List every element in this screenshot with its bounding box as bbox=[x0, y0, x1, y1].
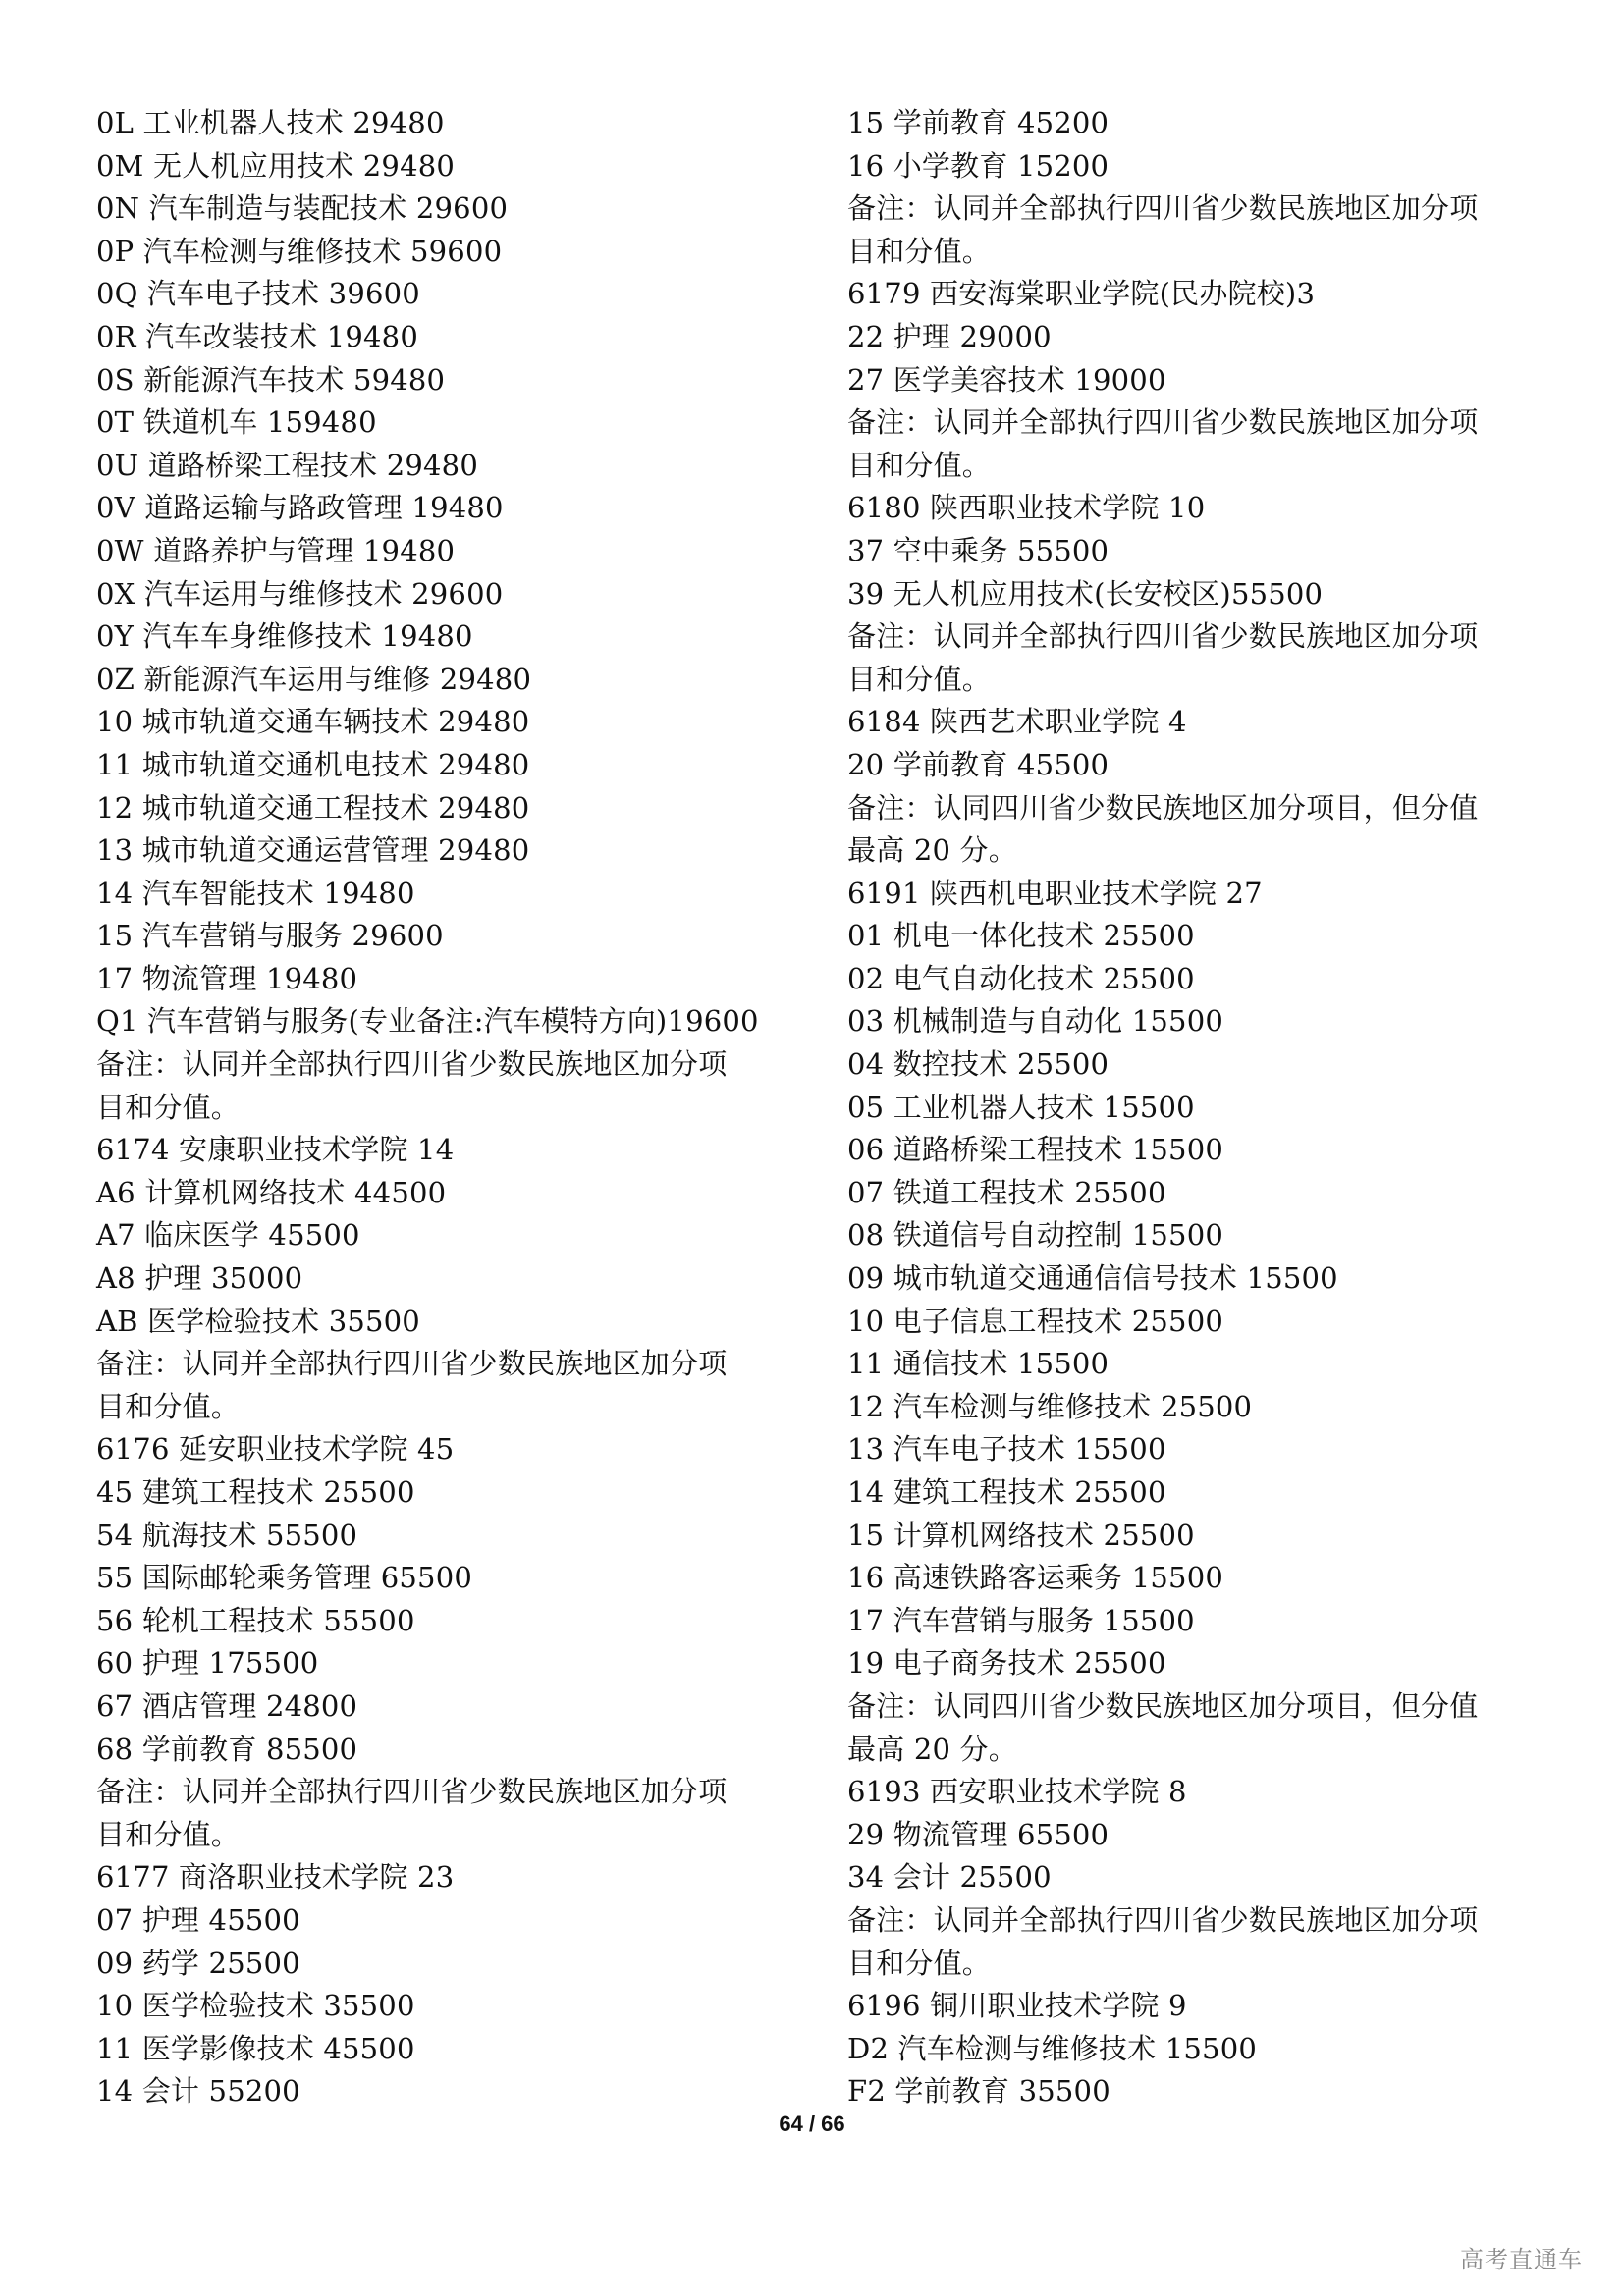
text-line: 06 道路桥梁工程技术 15500 bbox=[847, 1133, 1223, 1167]
text-line: 15 计算机网络技术 25500 bbox=[847, 1518, 1195, 1552]
text-line: 10 城市轨道交通车辆技术 29480 bbox=[96, 705, 530, 739]
text-line: 0M 无人机应用技术 29480 bbox=[96, 148, 456, 183]
text-line: 备注：认同并全部执行四川省少数民族地区加分项 bbox=[96, 1775, 728, 1809]
text-line: 0R 汽车改装技术 19480 bbox=[96, 319, 418, 353]
text-line: 16 小学教育 15200 bbox=[847, 148, 1110, 183]
text-line: 0U 道路桥梁工程技术 29480 bbox=[96, 448, 478, 482]
text-line: 0T 铁道机车 159480 bbox=[96, 405, 377, 440]
text-line: 13 汽车电子技术 15500 bbox=[847, 1432, 1166, 1467]
text-line: 6184 陕西艺术职业学院 4 bbox=[847, 705, 1187, 739]
text-line: 备注：认同并全部执行四川省少数民族地区加分项 bbox=[96, 1047, 728, 1082]
text-line: 0P 汽车检测与维修技术 59600 bbox=[96, 234, 503, 268]
text-line: 56 轮机工程技术 55500 bbox=[96, 1603, 415, 1637]
text-line: 备注：认同并全部执行四川省少数民族地区加分项 bbox=[847, 1902, 1479, 1937]
watermark-text: 高考直通车 bbox=[1460, 2246, 1583, 2273]
text-line: AB 医学检验技术 35500 bbox=[96, 1304, 420, 1338]
text-line: 10 电子信息工程技术 25500 bbox=[847, 1304, 1223, 1338]
text-line: 6191 陕西机电职业技术学院 27 bbox=[847, 876, 1263, 910]
text-line: 05 工业机器人技术 15500 bbox=[847, 1090, 1195, 1124]
text-line: D2 汽车检测与维修技术 15500 bbox=[847, 2031, 1257, 2065]
text-line: 16 高速铁路客运乘务 15500 bbox=[847, 1561, 1223, 1595]
text-line: 0N 汽车制造与装配技术 29600 bbox=[96, 191, 509, 226]
text-line: 54 航海技术 55500 bbox=[96, 1518, 358, 1552]
text-line: 6180 陕西职业技术学院 10 bbox=[847, 491, 1206, 525]
text-line: 14 会计 55200 bbox=[96, 2074, 300, 2109]
text-line: 目和分值。 bbox=[847, 234, 992, 268]
text-line: 17 汽车营销与服务 15500 bbox=[847, 1603, 1195, 1637]
text-line: 0L 工业机器人技术 29480 bbox=[96, 106, 445, 139]
text-line: 备注：认同并全部执行四川省少数民族地区加分项 bbox=[847, 405, 1479, 440]
text-line: 09 药学 25500 bbox=[96, 1946, 300, 1980]
text-line: 68 学前教育 85500 bbox=[96, 1732, 358, 1766]
text-line: 目和分值。 bbox=[96, 1090, 241, 1124]
text-line: 目和分值。 bbox=[96, 1389, 241, 1423]
text-line: 12 汽车检测与维修技术 25500 bbox=[847, 1389, 1253, 1423]
text-line: 04 数控技术 25500 bbox=[847, 1047, 1110, 1082]
text-line: 备注：认同并全部执行四川省少数民族地区加分项 bbox=[847, 191, 1479, 226]
text-line: 37 空中乘务 55500 bbox=[847, 533, 1110, 567]
text-line: 07 铁道工程技术 25500 bbox=[847, 1175, 1166, 1209]
text-line: 22 护理 29000 bbox=[847, 319, 1052, 353]
text-line: 6193 西安职业技术学院 8 bbox=[847, 1775, 1187, 1809]
text-line: 目和分值。 bbox=[847, 448, 992, 482]
text-line: 45 建筑工程技术 25500 bbox=[96, 1475, 415, 1509]
text-line: 29 物流管理 65500 bbox=[847, 1817, 1110, 1851]
text-line: 34 会计 25500 bbox=[847, 1860, 1052, 1895]
text-line: 0X 汽车运用与维修技术 29600 bbox=[96, 576, 504, 611]
text-line: 备注：认同并全部执行四川省少数民族地区加分项 bbox=[847, 619, 1479, 654]
text-line: 15 汽车营销与服务 29600 bbox=[96, 919, 444, 953]
text-line: A7 临床医学 45500 bbox=[96, 1218, 360, 1253]
text-line: 14 汽车智能技术 19480 bbox=[96, 876, 415, 910]
text-line: 15 学前教育 45200 bbox=[847, 106, 1110, 139]
text-line: 20 学前教育 45500 bbox=[847, 747, 1110, 781]
text-line: 0Y 汽车车身维修技术 19480 bbox=[96, 619, 473, 654]
text-line: 0V 道路运输与路政管理 19480 bbox=[96, 491, 504, 525]
text-line: 6179 西安海棠职业学院(民办院校)3 bbox=[847, 277, 1316, 311]
text-line: Q1 汽车营销与服务(专业备注:汽车模特方向)19600 bbox=[96, 1004, 759, 1039]
text-line: 07 护理 45500 bbox=[96, 1902, 300, 1937]
text-line: 6177 商洛职业技术学院 23 bbox=[96, 1860, 455, 1895]
text-line: 55 国际邮轮乘务管理 65500 bbox=[96, 1561, 472, 1595]
text-line: 10 医学检验技术 35500 bbox=[96, 1989, 415, 2023]
text-line: 67 酒店管理 24800 bbox=[96, 1688, 358, 1723]
text-line: 11 城市轨道交通机电技术 29480 bbox=[96, 747, 530, 781]
left-column bbox=[96, 102, 803, 2113]
text-line: 13 城市轨道交通运营管理 29480 bbox=[96, 833, 530, 868]
text-line: 备注：认同并全部执行四川省少数民族地区加分项 bbox=[96, 1347, 728, 1381]
text-line: 60 护理 175500 bbox=[96, 1646, 319, 1681]
text-line: 09 城市轨道交通通信信号技术 15500 bbox=[847, 1261, 1338, 1296]
text-line: 11 医学影像技术 45500 bbox=[96, 2031, 415, 2065]
text-line: 39 无人机应用技术(长安校区)55500 bbox=[847, 576, 1324, 611]
text-line: 02 电气自动化技术 25500 bbox=[847, 961, 1195, 995]
text-line: F2 学前教育 35500 bbox=[847, 2074, 1110, 2109]
text-line: 0W 道路养护与管理 19480 bbox=[96, 533, 456, 567]
text-line: 6196 铜川职业技术学院 9 bbox=[847, 1989, 1187, 2023]
text-line: 19 电子商务技术 25500 bbox=[847, 1646, 1166, 1681]
text-line: 0Z 新能源汽车运用与维修 29480 bbox=[96, 662, 532, 696]
text-line: 备注：认同四川省少数民族地区加分项目，但分值 bbox=[847, 790, 1479, 825]
text-line: 27 医学美容技术 19000 bbox=[847, 362, 1166, 397]
text-line: 03 机械制造与自动化 15500 bbox=[847, 1004, 1223, 1039]
text-line: 12 城市轨道交通工程技术 29480 bbox=[96, 790, 530, 825]
text-line: 6174 安康职业技术学院 14 bbox=[96, 1133, 455, 1167]
text-line: 17 物流管理 19480 bbox=[96, 961, 358, 995]
text-line: 6176 延安职业技术学院 45 bbox=[96, 1432, 455, 1467]
text-line: 11 通信技术 15500 bbox=[847, 1347, 1110, 1381]
right-column bbox=[847, 102, 1535, 2113]
text-line: 0Q 汽车电子技术 39600 bbox=[96, 277, 420, 311]
text-line: A8 护理 35000 bbox=[96, 1261, 303, 1296]
text-line: 备注：认同四川省少数民族地区加分项目，但分值 bbox=[847, 1688, 1479, 1723]
text-line: 目和分值。 bbox=[847, 662, 992, 696]
text-line: 0S 新能源汽车技术 59480 bbox=[96, 362, 446, 397]
text-line: 01 机电一体化技术 25500 bbox=[847, 919, 1195, 953]
text-line: 目和分值。 bbox=[847, 1946, 992, 1980]
text-line: 最高 20 分。 bbox=[847, 833, 1017, 868]
text-line: 目和分值。 bbox=[96, 1817, 241, 1851]
text-line: 08 铁道信号自动控制 15500 bbox=[847, 1218, 1223, 1253]
text-line: A6 计算机网络技术 44500 bbox=[96, 1175, 447, 1209]
page-number: 64 / 66 bbox=[779, 2111, 845, 2136]
text-line: 最高 20 分。 bbox=[847, 1732, 1017, 1766]
text-line: 14 建筑工程技术 25500 bbox=[847, 1475, 1166, 1509]
